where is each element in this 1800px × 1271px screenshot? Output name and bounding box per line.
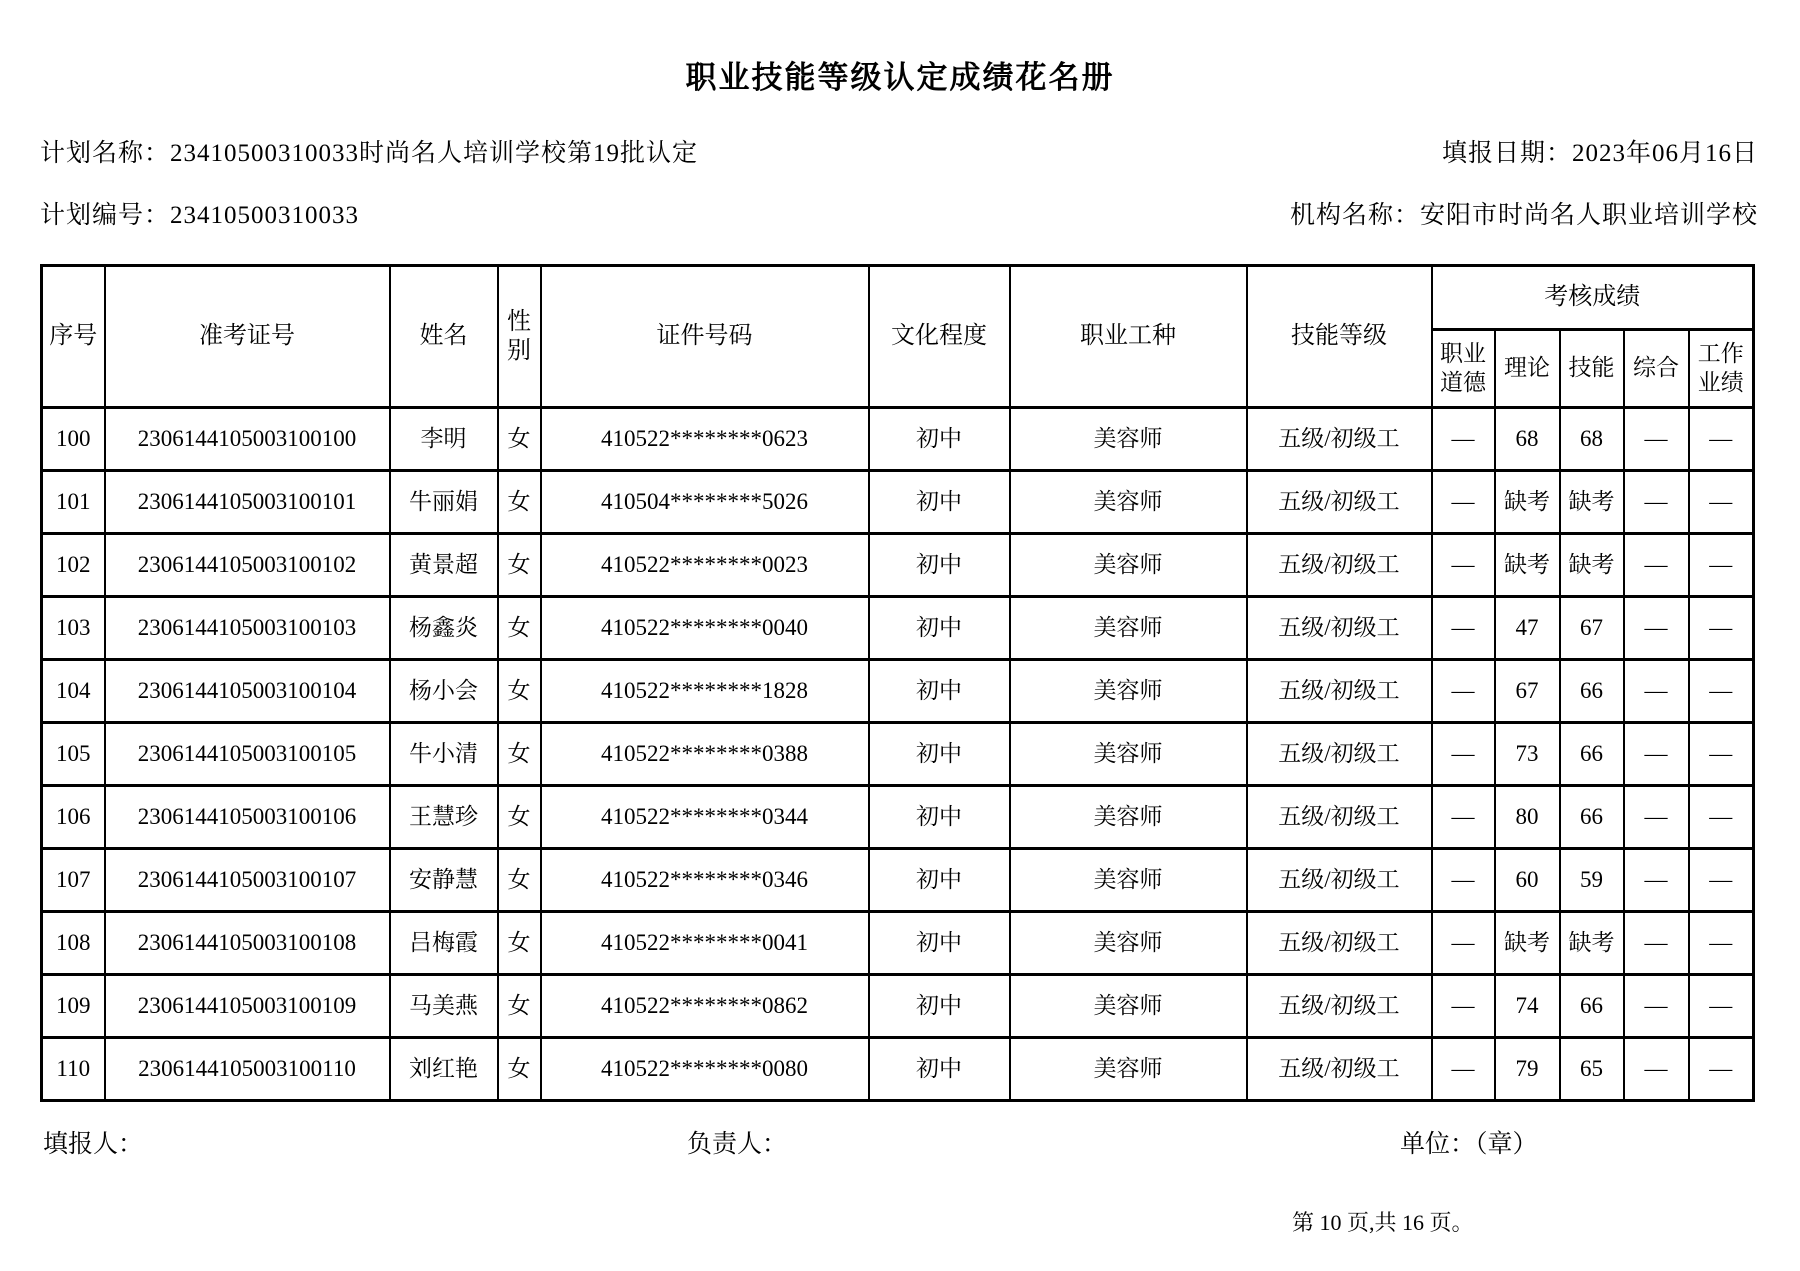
cell-skill-level: 五级/初级工 bbox=[1247, 975, 1432, 1038]
cell-occupation: 美容师 bbox=[1010, 723, 1247, 786]
cell-skill-level: 五级/初级工 bbox=[1247, 471, 1432, 534]
page-title: 职业技能等级认定成绩花名册 bbox=[685, 60, 1115, 95]
cell-skill-level: 五级/初级工 bbox=[1247, 1038, 1432, 1101]
cell-gender: 女 bbox=[498, 912, 541, 975]
cell-comprehensive-score: — bbox=[1624, 912, 1689, 975]
cell-skill-level: 五级/初级工 bbox=[1247, 849, 1432, 912]
cell-id-number: 410522********0023 bbox=[541, 534, 869, 597]
cell-work-score: — bbox=[1689, 534, 1754, 597]
cell-theory-score: 80 bbox=[1495, 786, 1560, 849]
page-indicator: 第 10 页,共 16 页。 bbox=[1292, 1210, 1474, 1235]
cell-skill-level: 五级/初级工 bbox=[1247, 534, 1432, 597]
table-row bbox=[42, 786, 1754, 849]
cell-occupation: 美容师 bbox=[1010, 534, 1247, 597]
cell-gender: 女 bbox=[498, 1038, 541, 1101]
cell-name: 杨小会 bbox=[390, 660, 498, 723]
col-header-skill-level: 技能等级 bbox=[1247, 266, 1432, 408]
cell-ticket: 2306144105003100105 bbox=[105, 723, 390, 786]
cell-ethics-score: — bbox=[1432, 912, 1495, 975]
cell-comprehensive-score: — bbox=[1624, 471, 1689, 534]
cell-ticket: 2306144105003100106 bbox=[105, 786, 390, 849]
cell-education: 初中 bbox=[869, 534, 1010, 597]
col-header-comprehensive: 综合 bbox=[1624, 330, 1689, 408]
col-header-work: 工作业绩 bbox=[1689, 330, 1754, 408]
cell-occupation: 美容师 bbox=[1010, 975, 1247, 1038]
cell-skill-score: 66 bbox=[1560, 975, 1624, 1038]
cell-comprehensive-score: — bbox=[1624, 723, 1689, 786]
cell-seq: 108 bbox=[42, 912, 105, 975]
cell-education: 初中 bbox=[869, 786, 1010, 849]
cell-education: 初中 bbox=[869, 723, 1010, 786]
cell-name: 王慧珍 bbox=[390, 786, 498, 849]
cell-ethics-score: — bbox=[1432, 471, 1495, 534]
cell-gender: 女 bbox=[498, 471, 541, 534]
cell-name: 杨鑫炎 bbox=[390, 597, 498, 660]
cell-theory-score: 缺考 bbox=[1495, 471, 1560, 534]
table-row bbox=[42, 912, 1754, 975]
cell-skill-level: 五级/初级工 bbox=[1247, 660, 1432, 723]
cell-gender: 女 bbox=[498, 849, 541, 912]
table-body bbox=[42, 408, 1754, 1101]
cell-ticket: 2306144105003100103 bbox=[105, 597, 390, 660]
cell-skill-level: 五级/初级工 bbox=[1247, 912, 1432, 975]
cell-skill-score: 65 bbox=[1560, 1038, 1624, 1101]
cell-seq: 105 bbox=[42, 723, 105, 786]
cell-skill-score: 66 bbox=[1560, 660, 1624, 723]
cell-theory-score: 68 bbox=[1495, 408, 1560, 471]
cell-name: 安静慧 bbox=[390, 849, 498, 912]
cell-gender: 女 bbox=[498, 660, 541, 723]
table-row bbox=[42, 723, 1754, 786]
cell-occupation: 美容师 bbox=[1010, 786, 1247, 849]
report-date: 填报日期：2023年06月16日 bbox=[1441, 140, 1758, 167]
cell-skill-score: 缺考 bbox=[1560, 912, 1624, 975]
plan-code: 计划编号：23410500310033 bbox=[40, 202, 360, 229]
cell-gender: 女 bbox=[498, 408, 541, 471]
cell-ethics-score: — bbox=[1432, 975, 1495, 1038]
cell-seq: 107 bbox=[42, 849, 105, 912]
cell-name: 李明 bbox=[390, 408, 498, 471]
table-row bbox=[42, 849, 1754, 912]
cell-id-number: 410522********0862 bbox=[541, 975, 869, 1038]
cell-id-number: 410522********0623 bbox=[541, 408, 869, 471]
cell-education: 初中 bbox=[869, 597, 1010, 660]
cell-comprehensive-score: — bbox=[1624, 849, 1689, 912]
cell-occupation: 美容师 bbox=[1010, 408, 1247, 471]
cell-id-number: 410522********0040 bbox=[541, 597, 869, 660]
cell-gender: 女 bbox=[498, 597, 541, 660]
cell-comprehensive-score: — bbox=[1624, 786, 1689, 849]
col-header-education: 文化程度 bbox=[869, 266, 1010, 408]
table-row bbox=[42, 408, 1754, 471]
cell-work-score: — bbox=[1689, 660, 1754, 723]
cell-education: 初中 bbox=[869, 975, 1010, 1038]
cell-ticket: 2306144105003100100 bbox=[105, 408, 390, 471]
cell-skill-level: 五级/初级工 bbox=[1247, 786, 1432, 849]
cell-id-number: 410522********0080 bbox=[541, 1038, 869, 1101]
cell-comprehensive-score: — bbox=[1624, 660, 1689, 723]
cell-seq: 103 bbox=[42, 597, 105, 660]
meta-row-1 bbox=[40, 133, 1758, 169]
cell-ticket: 2306144105003100110 bbox=[105, 1038, 390, 1101]
col-header-ticket: 准考证号 bbox=[105, 266, 390, 408]
cell-theory-score: 79 bbox=[1495, 1038, 1560, 1101]
cell-skill-score: 缺考 bbox=[1560, 471, 1624, 534]
cell-work-score: — bbox=[1689, 597, 1754, 660]
meta-row-2 bbox=[40, 195, 1758, 231]
cell-seq: 104 bbox=[42, 660, 105, 723]
cell-seq: 100 bbox=[42, 408, 105, 471]
cell-skill-level: 五级/初级工 bbox=[1247, 723, 1432, 786]
cell-seq: 106 bbox=[42, 786, 105, 849]
cell-gender: 女 bbox=[498, 534, 541, 597]
cell-ticket: 2306144105003100107 bbox=[105, 849, 390, 912]
cell-ethics-score: — bbox=[1432, 660, 1495, 723]
cell-seq: 109 bbox=[42, 975, 105, 1038]
cell-ethics-score: — bbox=[1432, 786, 1495, 849]
cell-seq: 102 bbox=[42, 534, 105, 597]
cell-ticket: 2306144105003100109 bbox=[105, 975, 390, 1038]
unit-seal-label: 单位：（章） bbox=[1400, 1131, 1538, 1158]
cell-skill-score: 68 bbox=[1560, 408, 1624, 471]
col-header-ethics: 职业道德 bbox=[1432, 330, 1495, 408]
cell-theory-score: 缺考 bbox=[1495, 534, 1560, 597]
cell-theory-score: 73 bbox=[1495, 723, 1560, 786]
table-row bbox=[42, 975, 1754, 1038]
cell-name: 牛丽娟 bbox=[390, 471, 498, 534]
cell-theory-score: 47 bbox=[1495, 597, 1560, 660]
cell-id-number: 410522********0388 bbox=[541, 723, 869, 786]
plan-name: 计划名称：23410500310033时尚名人培训学校第19批认定 bbox=[40, 140, 699, 167]
cell-name: 马美燕 bbox=[390, 975, 498, 1038]
col-header-score-group: 考核成绩 bbox=[1432, 266, 1754, 330]
cell-id-number: 410504********5026 bbox=[541, 471, 869, 534]
cell-gender: 女 bbox=[498, 723, 541, 786]
cell-id-number: 410522********0041 bbox=[541, 912, 869, 975]
cell-education: 初中 bbox=[869, 408, 1010, 471]
cell-name: 吕梅霞 bbox=[390, 912, 498, 975]
col-header-gender: 性别 bbox=[498, 266, 541, 408]
cell-skill-score: 67 bbox=[1560, 597, 1624, 660]
cell-ticket: 2306144105003100102 bbox=[105, 534, 390, 597]
cell-work-score: — bbox=[1689, 975, 1754, 1038]
cell-theory-score: 60 bbox=[1495, 849, 1560, 912]
col-header-occupation: 职业工种 bbox=[1010, 266, 1247, 408]
cell-skill-level: 五级/初级工 bbox=[1247, 597, 1432, 660]
cell-ethics-score: — bbox=[1432, 723, 1495, 786]
cell-theory-score: 67 bbox=[1495, 660, 1560, 723]
cell-education: 初中 bbox=[869, 912, 1010, 975]
cell-work-score: — bbox=[1689, 786, 1754, 849]
cell-ethics-score: — bbox=[1432, 597, 1495, 660]
cell-skill-score: 66 bbox=[1560, 723, 1624, 786]
scores-table bbox=[40, 264, 1755, 1102]
cell-work-score: — bbox=[1689, 1038, 1754, 1101]
cell-id-number: 410522********0344 bbox=[541, 786, 869, 849]
cell-skill-score: 59 bbox=[1560, 849, 1624, 912]
table-row bbox=[42, 660, 1754, 723]
cell-comprehensive-score: — bbox=[1624, 534, 1689, 597]
cell-occupation: 美容师 bbox=[1010, 912, 1247, 975]
cell-theory-score: 缺考 bbox=[1495, 912, 1560, 975]
cell-skill-level: 五级/初级工 bbox=[1247, 408, 1432, 471]
cell-seq: 101 bbox=[42, 471, 105, 534]
col-header-theory: 理论 bbox=[1495, 330, 1560, 408]
cell-work-score: — bbox=[1689, 471, 1754, 534]
cell-occupation: 美容师 bbox=[1010, 597, 1247, 660]
table-row bbox=[42, 471, 1754, 534]
cell-occupation: 美容师 bbox=[1010, 849, 1247, 912]
cell-occupation: 美容师 bbox=[1010, 660, 1247, 723]
col-header-name: 姓名 bbox=[390, 266, 498, 408]
cell-id-number: 410522********1828 bbox=[541, 660, 869, 723]
org-name: 机构名称：安阳市时尚名人职业培训学校 bbox=[1289, 202, 1758, 229]
cell-occupation: 美容师 bbox=[1010, 471, 1247, 534]
cell-ethics-score: — bbox=[1432, 849, 1495, 912]
cell-theory-score: 74 bbox=[1495, 975, 1560, 1038]
cell-name: 牛小清 bbox=[390, 723, 498, 786]
col-header-seq: 序号 bbox=[42, 266, 105, 408]
col-header-id-number: 证件号码 bbox=[541, 266, 869, 408]
cell-ticket: 2306144105003100101 bbox=[105, 471, 390, 534]
cell-comprehensive-score: — bbox=[1624, 975, 1689, 1038]
cell-work-score: — bbox=[1689, 723, 1754, 786]
cell-gender: 女 bbox=[498, 975, 541, 1038]
cell-name: 刘红艳 bbox=[390, 1038, 498, 1101]
cell-work-score: — bbox=[1689, 408, 1754, 471]
cell-skill-score: 66 bbox=[1560, 786, 1624, 849]
cell-work-score: — bbox=[1689, 849, 1754, 912]
cell-education: 初中 bbox=[869, 660, 1010, 723]
table-row bbox=[42, 534, 1754, 597]
col-header-skill: 技能 bbox=[1560, 330, 1624, 408]
cell-name: 黄景超 bbox=[390, 534, 498, 597]
cell-education: 初中 bbox=[869, 471, 1010, 534]
cell-skill-score: 缺考 bbox=[1560, 534, 1624, 597]
cell-education: 初中 bbox=[869, 849, 1010, 912]
filler-label: 填报人： bbox=[43, 1131, 144, 1158]
cell-ticket: 2306144105003100104 bbox=[105, 660, 390, 723]
cell-ticket: 2306144105003100108 bbox=[105, 912, 390, 975]
table-row bbox=[42, 597, 1754, 660]
cell-gender: 女 bbox=[498, 786, 541, 849]
header-row-1 bbox=[42, 266, 1754, 330]
table-row bbox=[42, 1038, 1754, 1101]
cell-work-score: — bbox=[1689, 912, 1754, 975]
responsible-label: 负责人： bbox=[687, 1131, 788, 1158]
cell-ethics-score: — bbox=[1432, 1038, 1495, 1101]
cell-ethics-score: — bbox=[1432, 408, 1495, 471]
cell-ethics-score: — bbox=[1432, 534, 1495, 597]
cell-comprehensive-score: — bbox=[1624, 408, 1689, 471]
cell-comprehensive-score: — bbox=[1624, 597, 1689, 660]
cell-education: 初中 bbox=[869, 1038, 1010, 1101]
cell-seq: 110 bbox=[42, 1038, 105, 1101]
cell-occupation: 美容师 bbox=[1010, 1038, 1247, 1101]
cell-comprehensive-score: — bbox=[1624, 1038, 1689, 1101]
cell-id-number: 410522********0346 bbox=[541, 849, 869, 912]
